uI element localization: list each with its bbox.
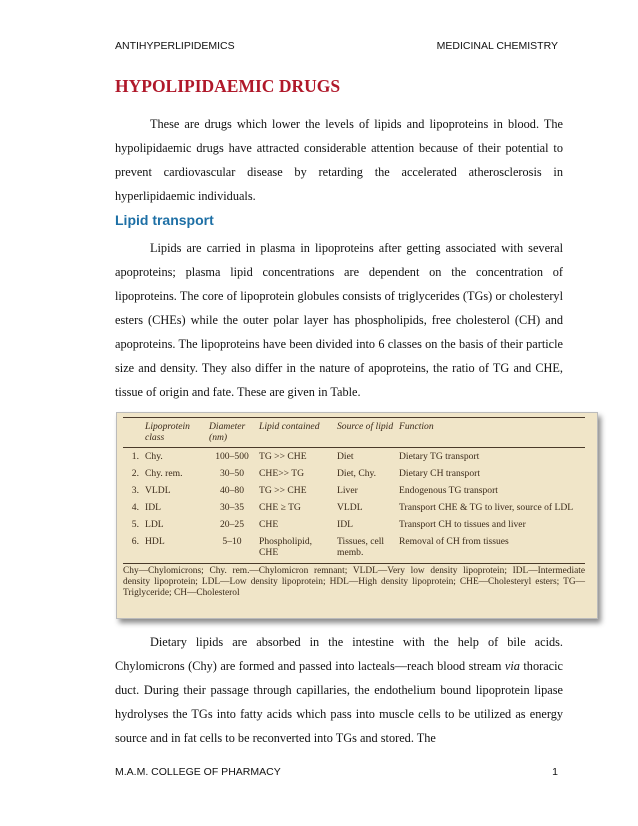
cell-source: Liver (337, 485, 358, 496)
cell-function: Removal of CH from tissues (399, 536, 509, 547)
page-footer (115, 766, 558, 778)
cell-lipid: TG >> CHE (259, 451, 307, 462)
cell-num: 6. (131, 536, 139, 547)
cell-function: Dietary TG transport (399, 451, 480, 462)
page-header (115, 40, 558, 52)
para3-text-part1: Dietary lipids are absorbed in the intestine with the help of bile acids. Chylomicrons (Chy) are formed and passed into lacteals—reach blood stream (115, 635, 563, 673)
page-title: HYPOLIPIDAEMIC DRUGS (115, 76, 341, 96)
cell-class: LDL (145, 519, 164, 530)
col-class-header: Lipoprotein class (143, 418, 207, 448)
cell-diameter: 30–35 (220, 502, 244, 513)
lipid-transport-paragraph: Lipids are carried in plasma in lipoproteins after getting associated with several apoproteins; plasma lipid concentrations are dependent on the concentration of lipoproteins. The core of lipoprotein globules consists of triglycerides (TGs) or cholesteryl esters (CHEs) while the outer polar layer has phospholipids, free cholesterol (CH) and apoproteins. The lipoproteins have been divided into 6 classes on the basis of their particle size and density. They also differ in the nature of apoproteins, the ratio of TG and CHE, tissue of origin and fate. These are given in Table. (115, 241, 563, 399)
cell-lipid: CHE ≥ TG (259, 502, 301, 513)
cell-diameter: 5–10 (222, 536, 242, 547)
section-title: Lipid transport (115, 212, 214, 228)
cell-class: Chy. (145, 451, 163, 462)
cell-diameter: 40–80 (220, 485, 244, 496)
cell-class: IDL (145, 502, 161, 513)
col-source-header: Source of lipid (335, 418, 397, 448)
cell-function: Dietary CH transport (399, 468, 480, 479)
header-right: MEDICINAL CHEMISTRY (436, 40, 558, 52)
cell-function: Transport CH to tissues and liver (399, 519, 526, 530)
lipoprotein-table (123, 417, 585, 561)
cell-num: 1. (131, 451, 139, 462)
col-function-header: Function (397, 418, 585, 448)
para3-via: via (504, 659, 520, 673)
cell-lipid: Phospholipid, CHE (259, 536, 313, 558)
cell-diameter: 100–500 (215, 451, 249, 462)
cell-class: HDL (145, 536, 165, 547)
cell-num: 4. (131, 502, 139, 513)
col-lipid-header: Lipid contained (257, 418, 335, 448)
cell-lipid: TG >> CHE (259, 485, 307, 496)
footer-left: M.A.M. COLLEGE OF PHARMACY (115, 766, 281, 778)
cell-function: Endogenous TG transport (399, 485, 498, 496)
cell-source: Diet, Chy. (337, 468, 377, 479)
col-diameter-header: Diameter (nm) (207, 418, 257, 448)
cell-num: 3. (131, 485, 139, 496)
table-footnote: Chy—Chylomicrons; Chy. rem.—Chylomicron remnant; VLDL—Very low density lipoprotein; IDL—Intermediate density lipoprotein; LDL—Low density lipoprotein; HDL—High density lipoprotein; CHE—Cholesteryl esters; TG—Triglyceride; CH—Cholesterol (123, 563, 585, 599)
table-row (123, 499, 585, 516)
cell-diameter: 20–25 (220, 519, 244, 530)
header-left: ANTIHYPERLIPIDEMICS (115, 40, 235, 52)
cell-lipid: CHE (259, 519, 279, 530)
cell-source: Tissues, cell memb. (337, 536, 385, 558)
table-row (123, 465, 585, 482)
page-number: 1 (552, 766, 558, 778)
cell-function: Transport CHE & TG to liver, source of LDL (399, 502, 574, 513)
table-row (123, 448, 585, 466)
table-row (123, 516, 585, 533)
cell-diameter: 30–50 (220, 468, 244, 479)
cell-num: 5. (131, 519, 139, 530)
table-row (123, 482, 585, 499)
cell-lipid: CHE>> TG (259, 468, 305, 479)
cell-class: VLDL (145, 485, 171, 496)
dietary-lipids-paragraph (115, 630, 563, 750)
table-row (123, 533, 585, 561)
cell-num: 2. (131, 468, 139, 479)
cell-source: Diet (337, 451, 354, 462)
lipoprotein-table-figure (116, 412, 598, 619)
col-num-header (123, 418, 143, 448)
table-header-row (123, 418, 585, 448)
cell-source: IDL (337, 519, 353, 530)
para3-text-part2: thoracic duct. During their passage through capillaries, the endothelium bound lipoprotein lipase hydrolyses the TGs into fatty acids which pass into muscle cells to be utilized as energy source and in fat cells to be reconverted into TGs and stored. The (115, 659, 563, 745)
cell-class: Chy. rem. (145, 468, 183, 479)
cell-source: VLDL (337, 502, 363, 513)
intro-paragraph: These are drugs which lower the levels of lipids and lipoproteins in blood. The hypolipidaemic drugs have attracted considerable attention because of their potential to prevent cardiovascular disease by retarding the accelerated atherosclerosis in hyperlipidaemic individuals. (115, 117, 563, 203)
